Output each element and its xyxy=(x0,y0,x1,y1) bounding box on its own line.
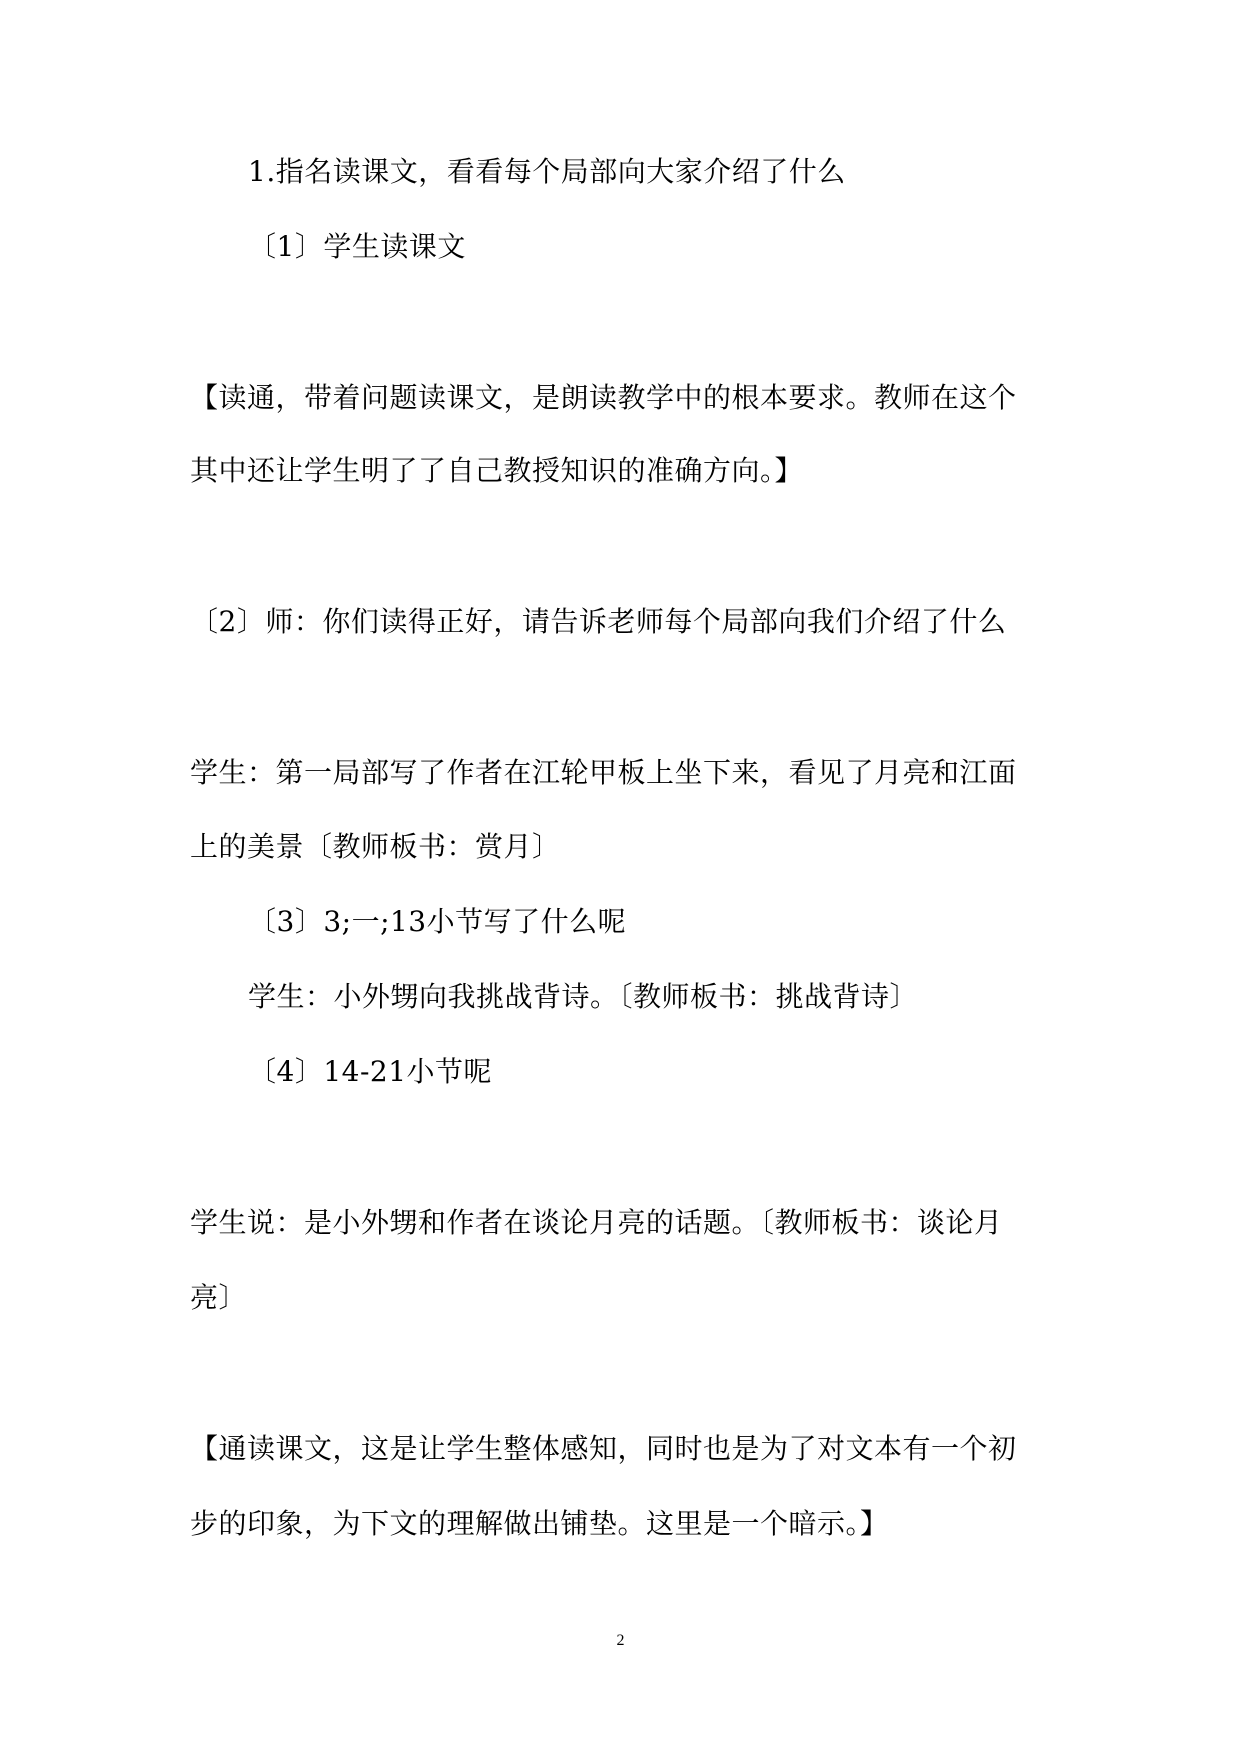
paragraph-line: 〔4〕14-21小节呢 xyxy=(248,1055,493,1088)
paragraph-line: 〔3〕3;一;13小节写了什么呢 xyxy=(248,905,627,938)
paragraph-line: 1.指名读课文，看看每个局部向大家介绍了什么 xyxy=(248,155,846,188)
paragraph-line: 学生：小外甥向我挑战背诗。〔教师板书：挑战背诗〕 xyxy=(248,980,919,1013)
paragraph-line: 学生：第一局部写了作者在江轮甲板上坐下来，看见了月亮和江面 xyxy=(190,756,1017,789)
paragraph-line: 步的印象，为下文的理解做出铺垫。这里是一个暗示。】 xyxy=(190,1507,889,1540)
paragraph-line: 【通读课文，这是让学生整体感知，同时也是为了对文本有一个初 xyxy=(190,1432,1017,1465)
paragraph-line: 【读通，带着问题读课文，是朗读教学中的根本要求。教师在这个 xyxy=(190,381,1017,414)
page-number: 2 xyxy=(616,1632,625,1649)
paragraph-line: 〔1〕学生读课文 xyxy=(248,230,466,263)
paragraph-line: 上的美景〔教师板书：赏月〕 xyxy=(190,830,561,863)
paragraph-line: 亮〕 xyxy=(190,1281,248,1314)
paragraph-line: 其中还让学生明了了自己教授知识的准确方向。】 xyxy=(190,454,804,487)
paragraph-line: 学生说：是小外甥和作者在谈论月亮的话题。〔教师板书：谈论月 xyxy=(190,1206,1003,1239)
paragraph-line: 〔2〕师：你们读得正好，请告诉老师每个局部向我们介绍了什么 xyxy=(190,605,1007,638)
